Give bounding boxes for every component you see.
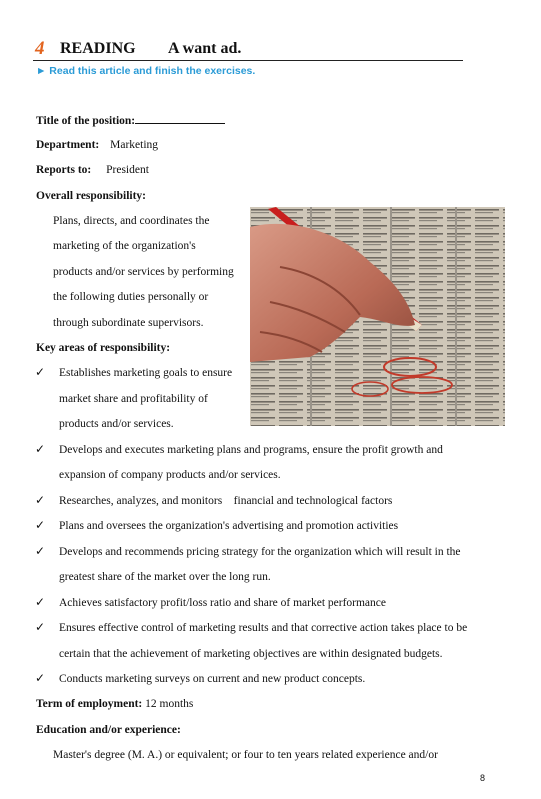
hand-pen-illustration: [250, 207, 505, 426]
check-icon: ✓: [35, 442, 46, 456]
check-icon: ✓: [35, 365, 46, 379]
overall-line: the following duties personally or: [53, 291, 209, 303]
reports-field: [36, 163, 149, 177]
section-number: 4: [35, 38, 45, 59]
overall-line: through subordinate supervisors.: [53, 317, 204, 329]
term-value: 12 months: [145, 698, 194, 710]
overall-line: marketing of the organization's: [53, 240, 196, 252]
term-label: Term of employment:: [36, 698, 143, 710]
check-icon: ✓: [35, 518, 46, 532]
title-blank: [135, 112, 225, 124]
department-label: Department:: [36, 139, 100, 151]
education-line: Master's degree (M. A.) or equivalent; or four to ten years related experience and/or: [53, 749, 438, 761]
overall-label: Overall responsibility:: [36, 190, 146, 202]
responsibility-line: Conducts marketing surveys on current and new product concepts.: [59, 673, 366, 685]
responsibility-line: Develops and recommends pricing strategy for the organization which will result in the: [59, 546, 461, 558]
page-number: 8: [480, 773, 486, 783]
overall-line: Plans, directs, and coordinates the: [53, 215, 210, 227]
check-icon: ✓: [35, 544, 46, 558]
department-field: [36, 138, 158, 152]
responsibility-line: Researches, analyzes, and monitors financial and technological factors: [59, 495, 393, 507]
responsibility-line: Establishes marketing goals to ensure: [59, 367, 233, 379]
overall-line: products and/or services by performing: [53, 266, 234, 278]
responsibility-line: Develops and executes marketing plans and programs, ensure the profit growth and: [59, 444, 443, 456]
education-label: Education and/or experience:: [36, 724, 181, 736]
responsibility-line: products and/or services.: [59, 418, 174, 430]
reports-label: Reports to:: [36, 164, 92, 176]
responsibility-line: Plans and oversees the organization's advertising and promotion activities: [59, 520, 399, 532]
section-subtitle: A want ad.: [168, 40, 242, 57]
term-field: [36, 697, 193, 711]
newspaper-photo: [250, 207, 505, 426]
responsibility-line: greatest share of the market over the long run.: [59, 571, 271, 583]
check-icon: ✓: [35, 595, 46, 609]
check-icon: ✓: [35, 620, 46, 634]
responsibility-line: Achieves satisfactory profit/loss ratio and share of market performance: [59, 597, 386, 609]
check-icon: ✓: [35, 671, 46, 685]
title-field: [36, 112, 225, 128]
responsibility-line: Ensures effective control of marketing results and that corrective action takes place to be: [59, 622, 468, 634]
check-icon: ✓: [35, 493, 46, 507]
reports-value: President: [106, 164, 149, 176]
section-title: READING: [60, 40, 136, 57]
title-label: Title of the position:: [36, 115, 136, 127]
section-header: [33, 38, 463, 61]
responsibility-line: certain that the achievement of marketing objectives are within designated budgets.: [59, 648, 443, 660]
instruction-text: ► Read this article and finish the exercises.: [36, 65, 256, 77]
responsibility-line: market share and profitability of: [59, 393, 208, 405]
department-value: Marketing: [110, 139, 159, 151]
key-areas-label: Key areas of responsibility:: [36, 342, 171, 354]
responsibility-line: expansion of company products and/or services.: [59, 469, 281, 481]
